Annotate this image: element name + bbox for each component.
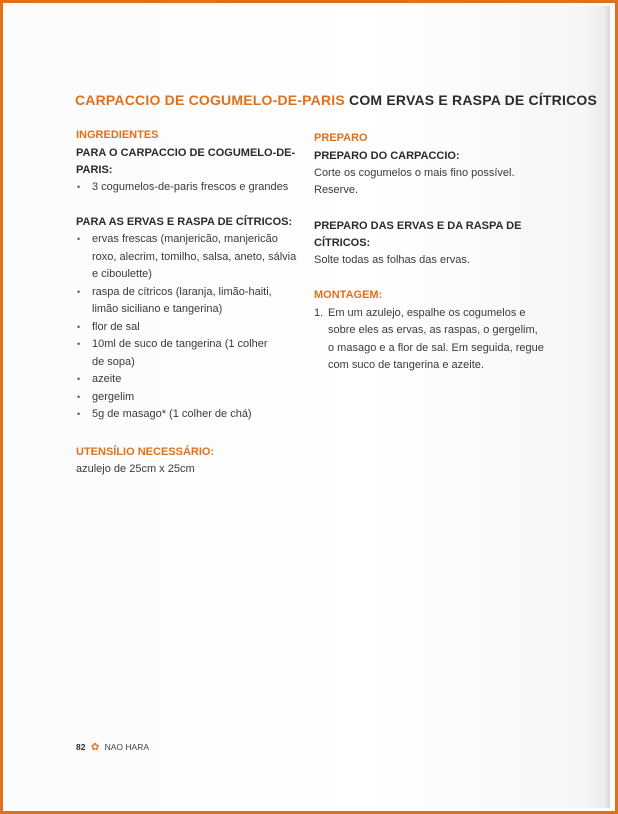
page-footer [76, 742, 149, 753]
recipe-title [75, 92, 597, 108]
herbs-ingredients-list [76, 231, 301, 424]
list-item-line: limão siciliano e tangerina) [92, 303, 223, 315]
preparation-column [314, 130, 544, 375]
list-item-line: 5g de masago* (1 colher de chá) [92, 408, 252, 420]
list-item-line: roxo, alecrim, tomilho, salsa, aneto, sálvia [92, 250, 297, 263]
list-item-line: e ciboulette) [92, 268, 152, 280]
utensil-text: azulejo de 25cm x 25cm [76, 463, 195, 475]
carpaccio-ingredients-list [76, 179, 301, 197]
step-number: 1. [314, 306, 324, 319]
herbs-preparation-text [314, 252, 544, 270]
list-item: • 3 cogumelos-de-paris frescos e grandes [76, 179, 301, 197]
step-line: com suco de tangerina e azeite. [328, 359, 484, 371]
page-number: 82 [76, 742, 86, 752]
montagem-heading: MONTAGEM: [314, 289, 383, 301]
herbs-preparation-heading: PREPARO DAS ERVAS E DA RASPA DE CÍTRICOS: [314, 219, 522, 249]
utensil-heading: UTENSÍLIO NECESSÁRIO: [76, 445, 215, 458]
step-line: sobre eles as ervas, as raspas, o gergelim, [328, 324, 538, 336]
carpaccio-preparation-text [314, 165, 544, 200]
herbs-ingredients-heading: PARA AS ERVAS E RASPA DE CÍTRICOS: [76, 216, 293, 228]
preparo-heading: PREPARO [314, 132, 368, 144]
step-line: Em um azulejo, espalhe os cogumelos e [328, 306, 526, 319]
ingredients-heading: INGREDIENTES [76, 129, 159, 141]
list-item [76, 336, 301, 371]
ingredients-column [76, 127, 301, 479]
montagem-steps [314, 305, 544, 375]
list-item-line: azeite [92, 373, 122, 385]
list-item [314, 305, 544, 375]
list-item-line: raspa de cítricos (laranja, limão-haiti, [92, 285, 272, 298]
list-item-line: gergelim [92, 390, 135, 403]
text-line: Solte todas as folhas das ervas. [314, 253, 470, 266]
list-item [76, 284, 301, 319]
text-line: Reserve. [314, 184, 359, 196]
author-name: NAO HARA [104, 742, 150, 752]
step-line: o masago e a flor de sal. Em seguida, regue [328, 341, 544, 354]
list-item [76, 389, 301, 407]
carpaccio-ingredients-heading: PARA O CARPACCIO DE COGUMELO-DE-PARIS: [76, 146, 296, 176]
page-spine-shadow [602, 6, 610, 808]
carpaccio-preparation-heading: PREPARO DO CARPACCIO: [314, 149, 460, 162]
list-item-line: 10ml de suco de tangerina (1 colher [92, 338, 268, 350]
recipe-title-part1: CARPACCIO DE COGUMELO-DE-PARIS [75, 92, 345, 108]
flower-icon: ✿ [90, 742, 100, 753]
list-item [76, 319, 301, 337]
text-line: Corte os cogumelos o mais fino possível. [314, 166, 515, 179]
list-item-line: flor de sal [92, 320, 140, 333]
list-item-line: ervas frescas (manjericão, manjericão [92, 233, 278, 245]
list-item [76, 371, 301, 389]
recipe-title-part2: COM ERVAS E RASPA DE CÍTRICOS [349, 92, 598, 108]
list-item [76, 231, 301, 284]
list-item-line: de sopa) [92, 355, 135, 368]
list-item [76, 406, 301, 424]
